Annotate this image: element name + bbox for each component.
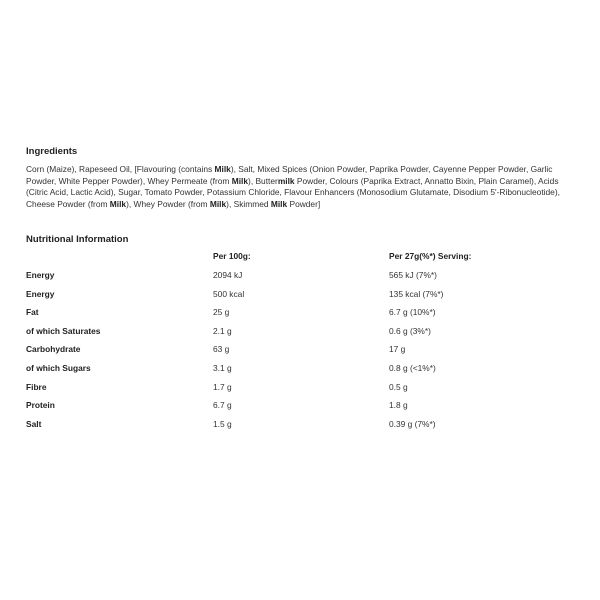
nutrition-row-saturates	[26, 326, 578, 345]
nutrient-per-100g: 25 g	[213, 307, 230, 318]
nutrient-label: Fibre	[26, 381, 47, 392]
nutrition-col-per-serving: Per 27g(%*) Serving:	[389, 251, 472, 262]
nutrient-per-serving: 0.6 g (3%*)	[389, 325, 431, 336]
allergen-milk: Milk	[231, 175, 249, 186]
nutrient-per-100g: 1.5 g	[213, 418, 232, 429]
nutrition-section	[26, 234, 578, 437]
nutrient-per-serving: 6.7 g (10%*)	[389, 307, 436, 318]
nutrient-per-serving: 17 g	[389, 344, 406, 355]
nutrient-per-serving: 0.5 g	[389, 381, 408, 392]
nutrition-row-salt	[26, 419, 578, 438]
nutrient-per-100g: 2.1 g	[213, 325, 232, 336]
nutrient-label: Salt	[26, 418, 42, 429]
ingredients-segment: ), Butter	[248, 175, 278, 186]
nutrient-label: Fat	[26, 307, 39, 318]
allergen-milk: Milk	[214, 164, 231, 174]
nutrient-per-100g: 6.7 g	[213, 400, 232, 411]
nutrient-label: of which Sugars	[26, 362, 91, 373]
allergen-milk: Milk	[270, 198, 288, 209]
nutrient-label: of which Saturates	[26, 325, 101, 336]
allergen-milk: Milk	[109, 198, 127, 209]
nutrient-label: Protein	[26, 400, 55, 411]
nutrition-row-sugars	[26, 363, 578, 382]
ingredients-segment: ), Skimmed	[226, 198, 271, 209]
ingredients-list	[26, 164, 571, 210]
nutrient-per-100g: 3.1 g	[213, 362, 232, 373]
nutrient-per-serving: 135 kcal (7%*)	[389, 288, 444, 299]
ingredients-segment: ), Salt, Mixed Spices (Onion Powder, Paprika Powder, Cayenne Pepper Powder, Garlic Powder, White Pepper Powder), Whey Permeate (from	[26, 164, 553, 186]
nutrient-label: Energy	[26, 288, 55, 299]
nutrient-label: Carbohydrate	[26, 344, 81, 355]
nutrient-per-serving: 565 kJ (7%*)	[389, 269, 437, 280]
nutrient-per-100g: 2094 kJ	[213, 269, 243, 280]
allergen-milk: Milk	[209, 198, 227, 209]
allergen-milk: milk	[277, 175, 295, 186]
nutrition-row-protein	[26, 400, 578, 419]
ingredients-segment: Powder, Colours (Paprika Extract, Annatto Bixin, Plain Caramel), Acids (Citric Acid, Lactic Acid), Sugar, Tomato Powder, Potassium Chloride, Flavour Enhancers (Monosodium Glutamate, Disodium 5'-Ribonucleotide), Cheese Powder (from	[26, 175, 560, 209]
ingredients-segment: ), Whey Powder (from	[126, 198, 210, 209]
product-info-document	[26, 146, 578, 437]
ingredients-section	[26, 146, 578, 210]
nutrition-row-energy-kcal	[26, 289, 578, 308]
nutrient-per-100g: 1.7 g	[213, 381, 232, 392]
nutrition-row-fibre	[26, 382, 578, 401]
nutrition-col-per-100g: Per 100g:	[213, 251, 251, 262]
ingredients-segment: Powder]	[287, 198, 321, 209]
ingredients-heading: Ingredients	[26, 146, 78, 157]
nutrition-row-fat	[26, 307, 578, 326]
ingredients-segment: Corn (Maize), Rapeseed Oil, [Flavouring (contains	[26, 164, 215, 174]
nutrient-label: Energy	[26, 269, 55, 280]
nutrition-heading: Nutritional Information	[26, 234, 129, 246]
nutrient-per-serving: 0.8 g (<1%*)	[389, 362, 436, 373]
nutrition-row-carbohydrate	[26, 344, 578, 363]
nutrient-per-100g: 63 g	[213, 344, 230, 355]
nutrient-per-serving: 1.8 g	[389, 400, 408, 411]
nutrient-per-100g: 500 kcal	[213, 288, 245, 299]
nutrient-per-serving: 0.39 g (7%*)	[389, 418, 436, 429]
nutrition-header-row	[26, 251, 578, 270]
nutrition-row-energy-kj	[26, 270, 578, 289]
